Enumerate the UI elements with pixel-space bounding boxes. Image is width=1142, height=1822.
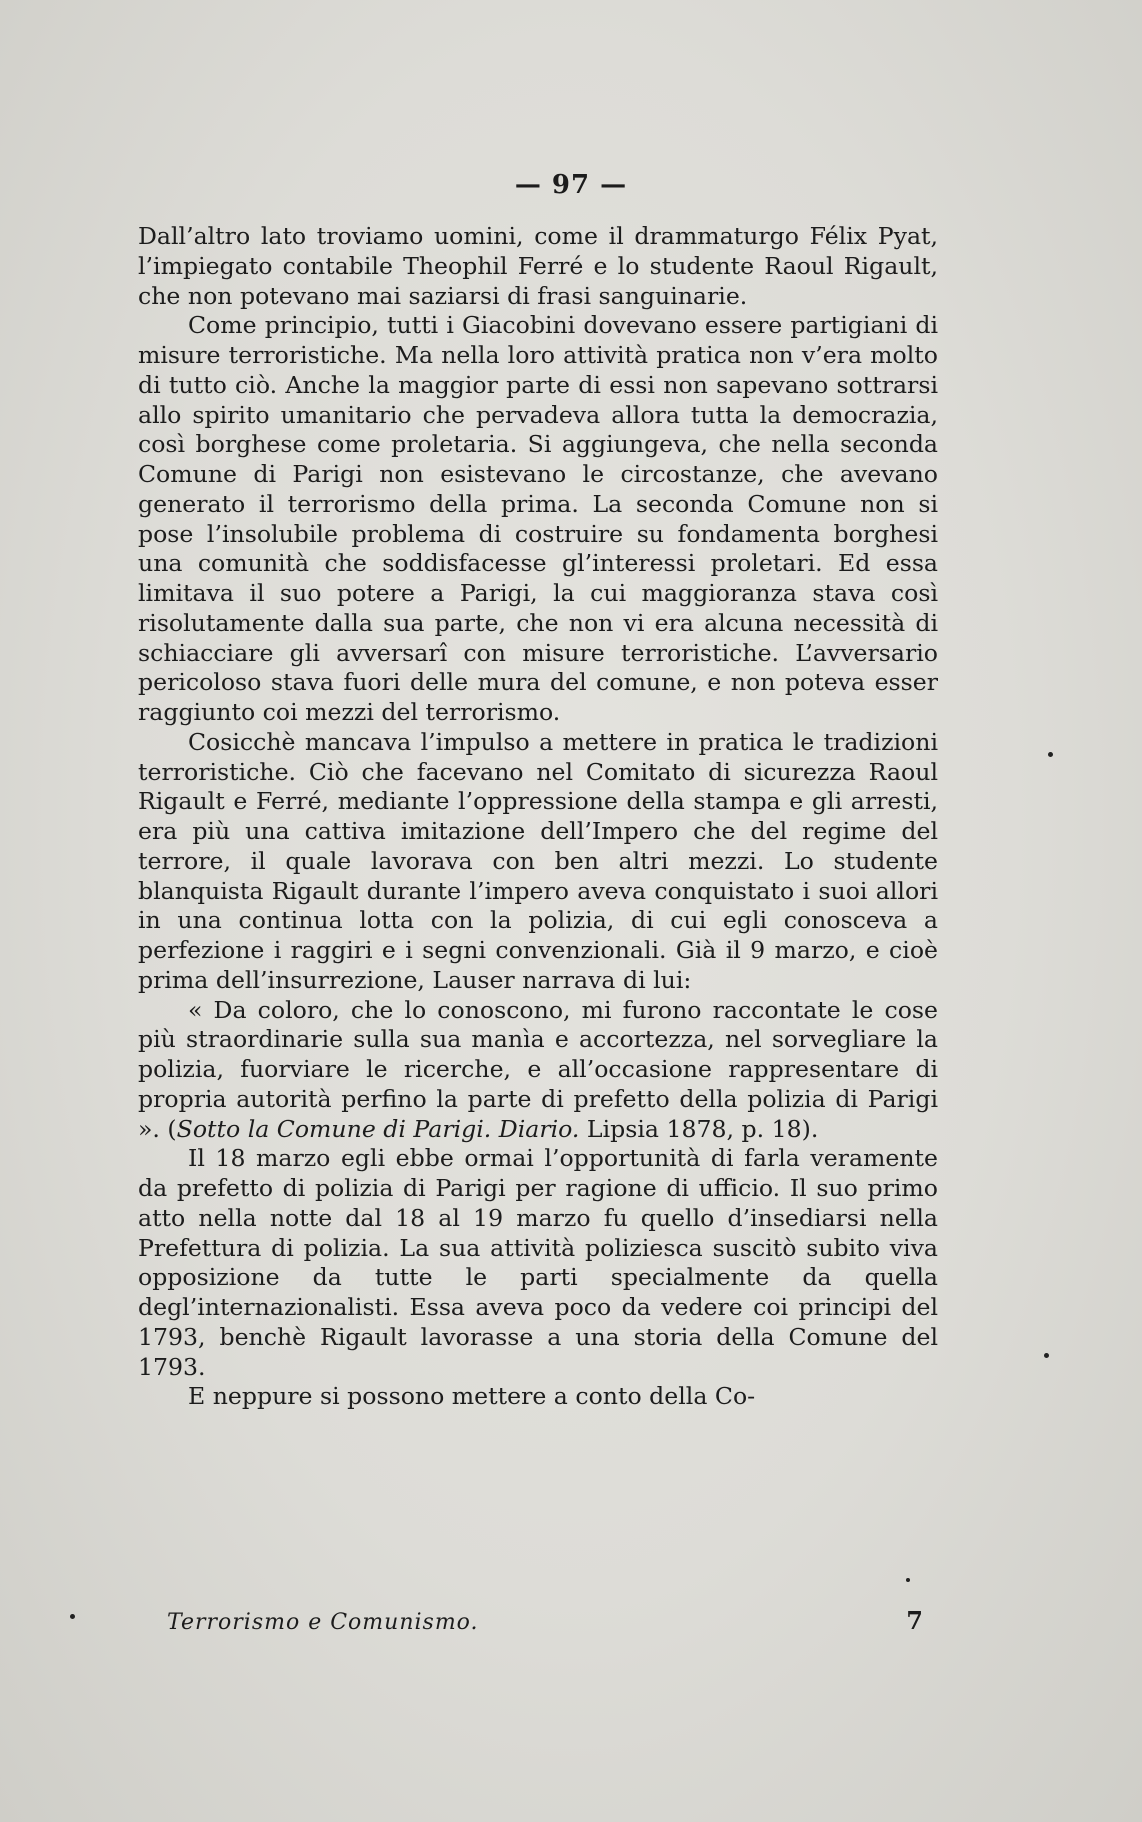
footer-signature-number: 7: [906, 1606, 923, 1635]
ink-speck: [70, 1614, 75, 1619]
quotation-text: « Da coloro, che lo conoscono, mi furono raccontate le cose più straordinarie sulla sua manìa e accortezza, nel sorvegliare la polizia, fuorviare le ricerche, e all’occasione rappresentare di propria autorità perfino la parte di prefetto della polizia di Parigi ».: [138, 995, 938, 1143]
body-text: [138, 222, 938, 1622]
page-number: — 97 —: [514, 170, 628, 200]
citation-title: Sotto la Comune di Parigi. Diario.: [176, 1114, 580, 1143]
citation-details: Lipsia 1878, p. 18).: [579, 1114, 819, 1143]
ink-speck: [906, 1578, 910, 1582]
paragraph: Come principio, tutti i Giacobini dovevano essere partigiani di misure terroristiche. Ma nella loro attività pratica non v’era molto di tutto ciò. Anche la maggior parte di essi non sapevano sottrarsi allo spirito umanitario che pervadeva allora tutta la democrazia, così borghese come proletaria. Si aggiungeva, che nella seconda Comune di Parigi non esistevano le circostanze, che avevano generato il terrorismo della prima. La seconda Comune non si pose l’insolubile problema di costruire su fondamenta borghesi una comunità che soddisfacesse gl’interessi proletari. Ed essa limitava il suo potere a Parigi, la cui maggioranza stava così risolutamente dalla sua parte, che non vi era alcuna necessità di schiacciare gli avversarî con misure terroristiche. L’avversario pericoloso stava fuori delle mura del comune, e non poteva esser raggiunto coi mezzi del terrorismo.: [138, 311, 938, 726]
quoted-paragraph: « Da coloro, che lo conoscono, mi furono raccontate le cose più straordinarie sulla sua manìa e accortezza, nel sorvegliare la polizia, fuorviare le ricerche, e all’occasione rappresentare di propria autorità perfino la parte di prefetto della polizia di Parigi ». (Sotto la Comune di Parigi. Diario. Lipsia 1878, p. 18).: [138, 995, 938, 1143]
paragraph: Il 18 marzo egli ebbe ormai l’opportunità di farla veramente da prefetto di polizia di Parigi per ragione di ufficio. Il suo primo atto nella notte dal 18 al 19 marzo fu quello d’insediarsi nella Prefettura di polizia. La sua attività poliziesca suscitò subito viva opposizione da tutte le parti specialmente da quella degl’internazionalisti. Essa aveva poco da vedere coi principi del 1793, benchè Rigault lavorasse a una storia della Comune del 1793.: [138, 1144, 938, 1381]
paragraph: Cosicchè mancava l’impulso a mettere in pratica le tradizioni terroristiche. Ciò che facevano nel Comitato di sicurezza Raoul Rigault e Ferré, mediante l’oppressione della stampa e gli arresti, era più una cattiva imitazione dell’Impero che del regime del terrore, il quale lavorava con ben altri mezzi. Lo studente blanquista Rigault durante l’impero aveva conquistato i suoi allori in una continua lotta con la polizia, di cui egli conosceva a perfezione i raggiri e i segni convenzionali. Già il 9 marzo, e cioè prima dell’insurrezione, Lauser narrava di lui:: [138, 727, 938, 994]
ink-speck: [1044, 1353, 1049, 1358]
page-footer: [167, 1606, 923, 1635]
paragraph: Dall’altro lato troviamo uomini, come il drammaturgo Félix Pyat, l’impiegato contabile Theophil Ferré e lo studente Raoul Rigault, che non potevano mai saziarsi di frasi sanguinarie.: [138, 222, 938, 310]
footer-book-title: Terrorismo e Comunismo.: [167, 1610, 479, 1635]
paragraph: E neppure si possono mettere a conto della Co-: [188, 1382, 756, 1411]
ink-speck: [1048, 752, 1053, 757]
